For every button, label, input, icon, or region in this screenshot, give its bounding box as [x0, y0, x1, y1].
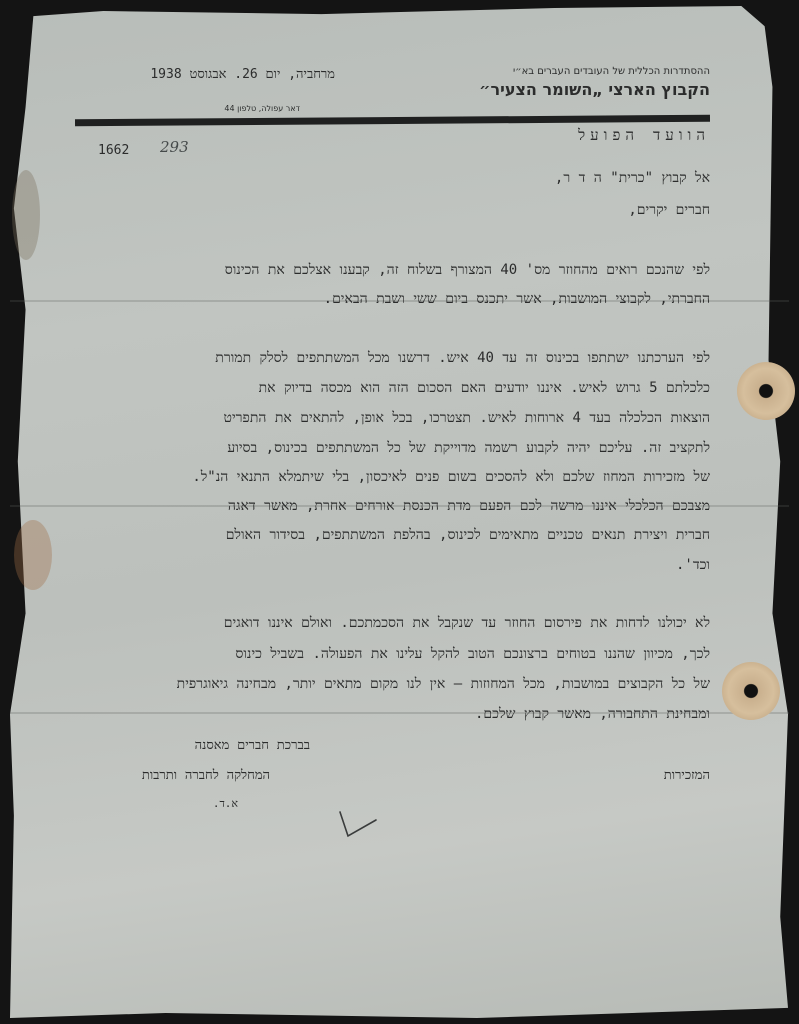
committee-heading: הוועד הפועל: [578, 126, 710, 144]
handwritten-reference: 293: [160, 138, 189, 156]
body-line: לפי הערכתנו ישתתפו בכינוס זה עד 40 איש. דרשנו מכל המשתתפים לסלק תמורת: [215, 350, 710, 366]
paper-stain: [14, 520, 52, 590]
letterhead-name: הקבוץ הארצי „השומר הצעיר״: [479, 80, 710, 99]
salutation-line: חברים יקרים,: [628, 202, 710, 218]
body-line: של מזכירות המחוז שלכם ולא להסכים בשום פנים לאיכסון, בלי שיתמלא התנאי הנ"ל.: [192, 469, 710, 485]
handwritten-checkmark: [338, 808, 378, 842]
letter-date: מרחביה, יום 26. אבגוסט 1938: [150, 67, 335, 82]
body-line: לתקציב זה. עליכם יהיה לקבוע רשמה מדוייקת של כל המשתתפים בכינוס, בסיוע: [227, 440, 710, 456]
letterhead-organization: ההסתדרות הכללית של העובדים העברים בא״י: [512, 66, 710, 77]
paper-stain: [12, 170, 40, 260]
body-line: של כל הקבוצים במושבות, מכל המחוזות — אין לנו מקום מתאים יותר, מבחינה גיאוגרפית: [176, 676, 710, 692]
body-line: לפי שהנכם רואים מהחוזר מס' 40 המצורף בשלוח זה, קבענו אצלכם את הכינוס: [224, 262, 710, 278]
body-line: החברתי, לקבוצי המושבות, אשר יתכנס ביום ששי ושבת הבאים.: [323, 291, 710, 307]
letterhead-address: דאר עפולה, טלפון 44: [224, 104, 300, 113]
signing-secretariat: המזכירות: [663, 768, 710, 783]
body-line: ומבחינת התחבורה, מאשר קבוץ שלכם.: [474, 706, 710, 722]
recipient-line: אל קבוץ "כרית" ה ד ר,: [554, 170, 710, 186]
body-line: כלכלתם 5 גרוש לאיש. איננו יודעים האם הסכום הזה הוא מכסה בדיוק את: [258, 380, 710, 396]
handwritten-initials: א.ד.: [212, 797, 238, 810]
body-line: לא יכולנו לדחות את פירסום החוזר עד שנקבל את הסכמתכם. ואולם איננו דואגים: [223, 615, 710, 631]
binder-hole-reinforcement: [722, 662, 780, 720]
signing-department: המחלקה לחברה ותרבות: [141, 768, 270, 783]
closing-greeting: בברכת חברים מאסנה: [194, 738, 310, 753]
body-line: וכד'.: [675, 557, 710, 573]
binder-hole-reinforcement: [737, 362, 795, 420]
body-line: מצבכם הכלכלי איננו מרשה לכם הפעם מדת הכנסת אורחים אחרת, מאשר דאגה: [227, 498, 710, 514]
body-line: לכך, מכיוון שהננו בטוחים ברצונכם הטוב להקל עלינו את הפעולה. בשביל כינוס: [235, 646, 710, 662]
reference-number: 1662: [98, 143, 130, 158]
body-line: חברית ויצירת תנאים טכניים מתאימים לכינוס, בהלפת המשתתפים, בסידור האולם: [225, 527, 710, 543]
body-line: הוצאות הכלכלה בעד 4 ארוחות לאיש. תצטרכו, בכל אופן, להתאים את התפריט: [223, 410, 710, 426]
